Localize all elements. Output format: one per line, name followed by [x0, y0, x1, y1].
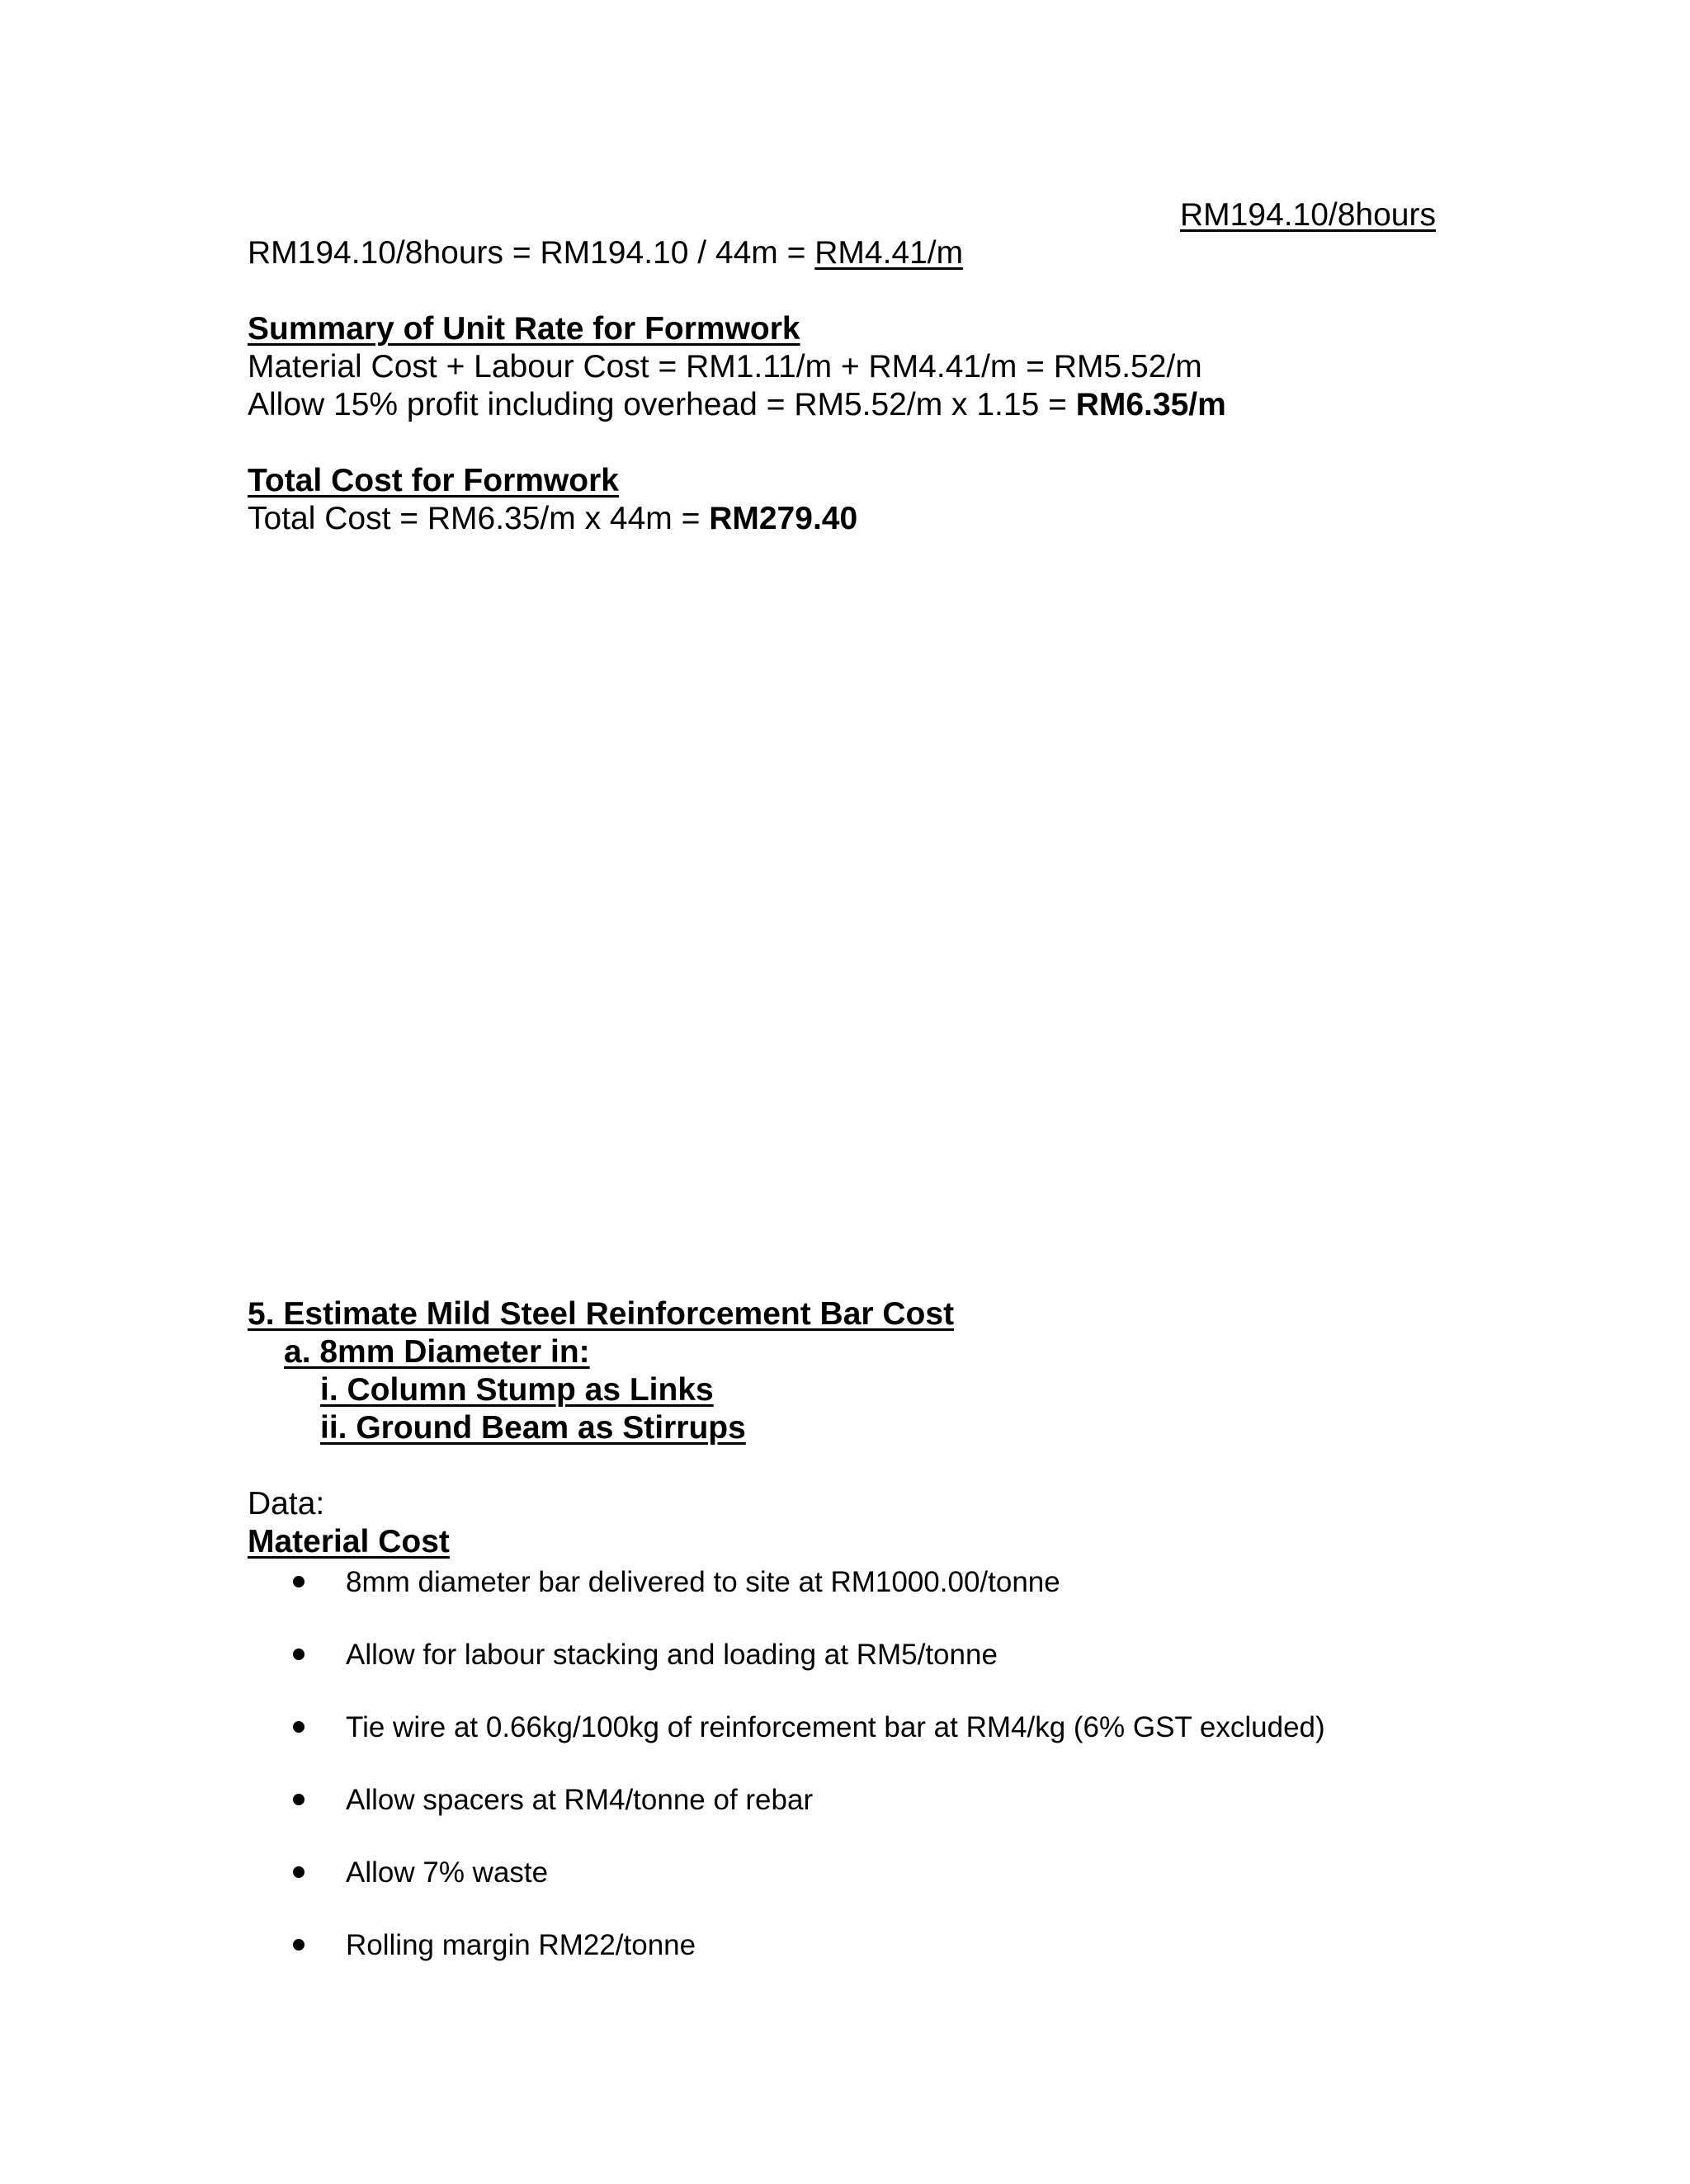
labour-calc-prefix: RM194.10/8hours = RM194.10 / 44m =: [248, 235, 815, 271]
data-label: Data:: [248, 1486, 325, 1521]
list-item: [293, 1856, 548, 1890]
labour-calc-result: RM4.41/m: [814, 235, 964, 271]
summary-line-1: Material Cost + Labour Cost = RM1.11/m + RM4.41/m = RM5.52/m: [248, 349, 1202, 384]
section5-sub-ii: ii. Ground Beam as Stirrups: [320, 1410, 746, 1446]
bullet-icon: [293, 1866, 304, 1878]
total-cost-prefix: Total Cost = RM6.35/m x 44m =: [248, 501, 710, 536]
list-item: [293, 1783, 813, 1818]
list-item-text: Tie wire at 0.66kg/100kg of reinforcement bar at RM4/kg (6% GST excluded): [346, 1711, 1325, 1743]
summary-line-2-result: RM6.35/m: [1075, 387, 1226, 422]
material-cost-heading: Material Cost: [248, 1524, 450, 1559]
summary-line-2: [248, 386, 1226, 424]
list-item-text: 8mm diameter bar delivered to site at RM1000.00/tonne: [346, 1566, 1060, 1598]
total-cost-result: RM279.40: [709, 501, 858, 536]
total-cost-heading: Total Cost for Formwork: [248, 463, 619, 498]
list-item: [293, 1928, 696, 1963]
bullet-icon: [293, 1576, 304, 1587]
summary-heading: Summary of Unit Rate for Formwork: [248, 311, 800, 347]
list-item-text: Allow spacers at RM4/tonne of rebar: [346, 1784, 814, 1816]
summary-line-2-prefix: Allow 15% profit including overhead = RM5.52/m x 1.15 =: [248, 387, 1076, 422]
labour-calc-line: [248, 234, 963, 272]
section5-sub-a: a. 8mm Diameter in:: [284, 1334, 590, 1370]
section5-heading: 5. Estimate Mild Steel Reinforcement Bar Cost: [248, 1296, 955, 1332]
bullet-icon: [293, 1649, 304, 1660]
bullet-icon: [293, 1721, 304, 1733]
section5-sub-i: i. Column Stump as Links: [320, 1372, 714, 1408]
list-item-text: Allow for labour stacking and loading at RM5/tonne: [346, 1639, 998, 1671]
list-item-text: Rolling margin RM22/tonne: [346, 1929, 696, 1961]
bullet-icon: [293, 1939, 304, 1951]
list-item-text: Allow 7% waste: [346, 1856, 549, 1889]
list-item: [293, 1710, 1325, 1745]
list-item: [293, 1638, 998, 1672]
labour-rate-right: RM194.10/8hours: [1179, 197, 1436, 233]
bullet-icon: [293, 1794, 304, 1805]
list-item: [293, 1565, 1060, 1600]
total-cost-line: [248, 500, 857, 538]
